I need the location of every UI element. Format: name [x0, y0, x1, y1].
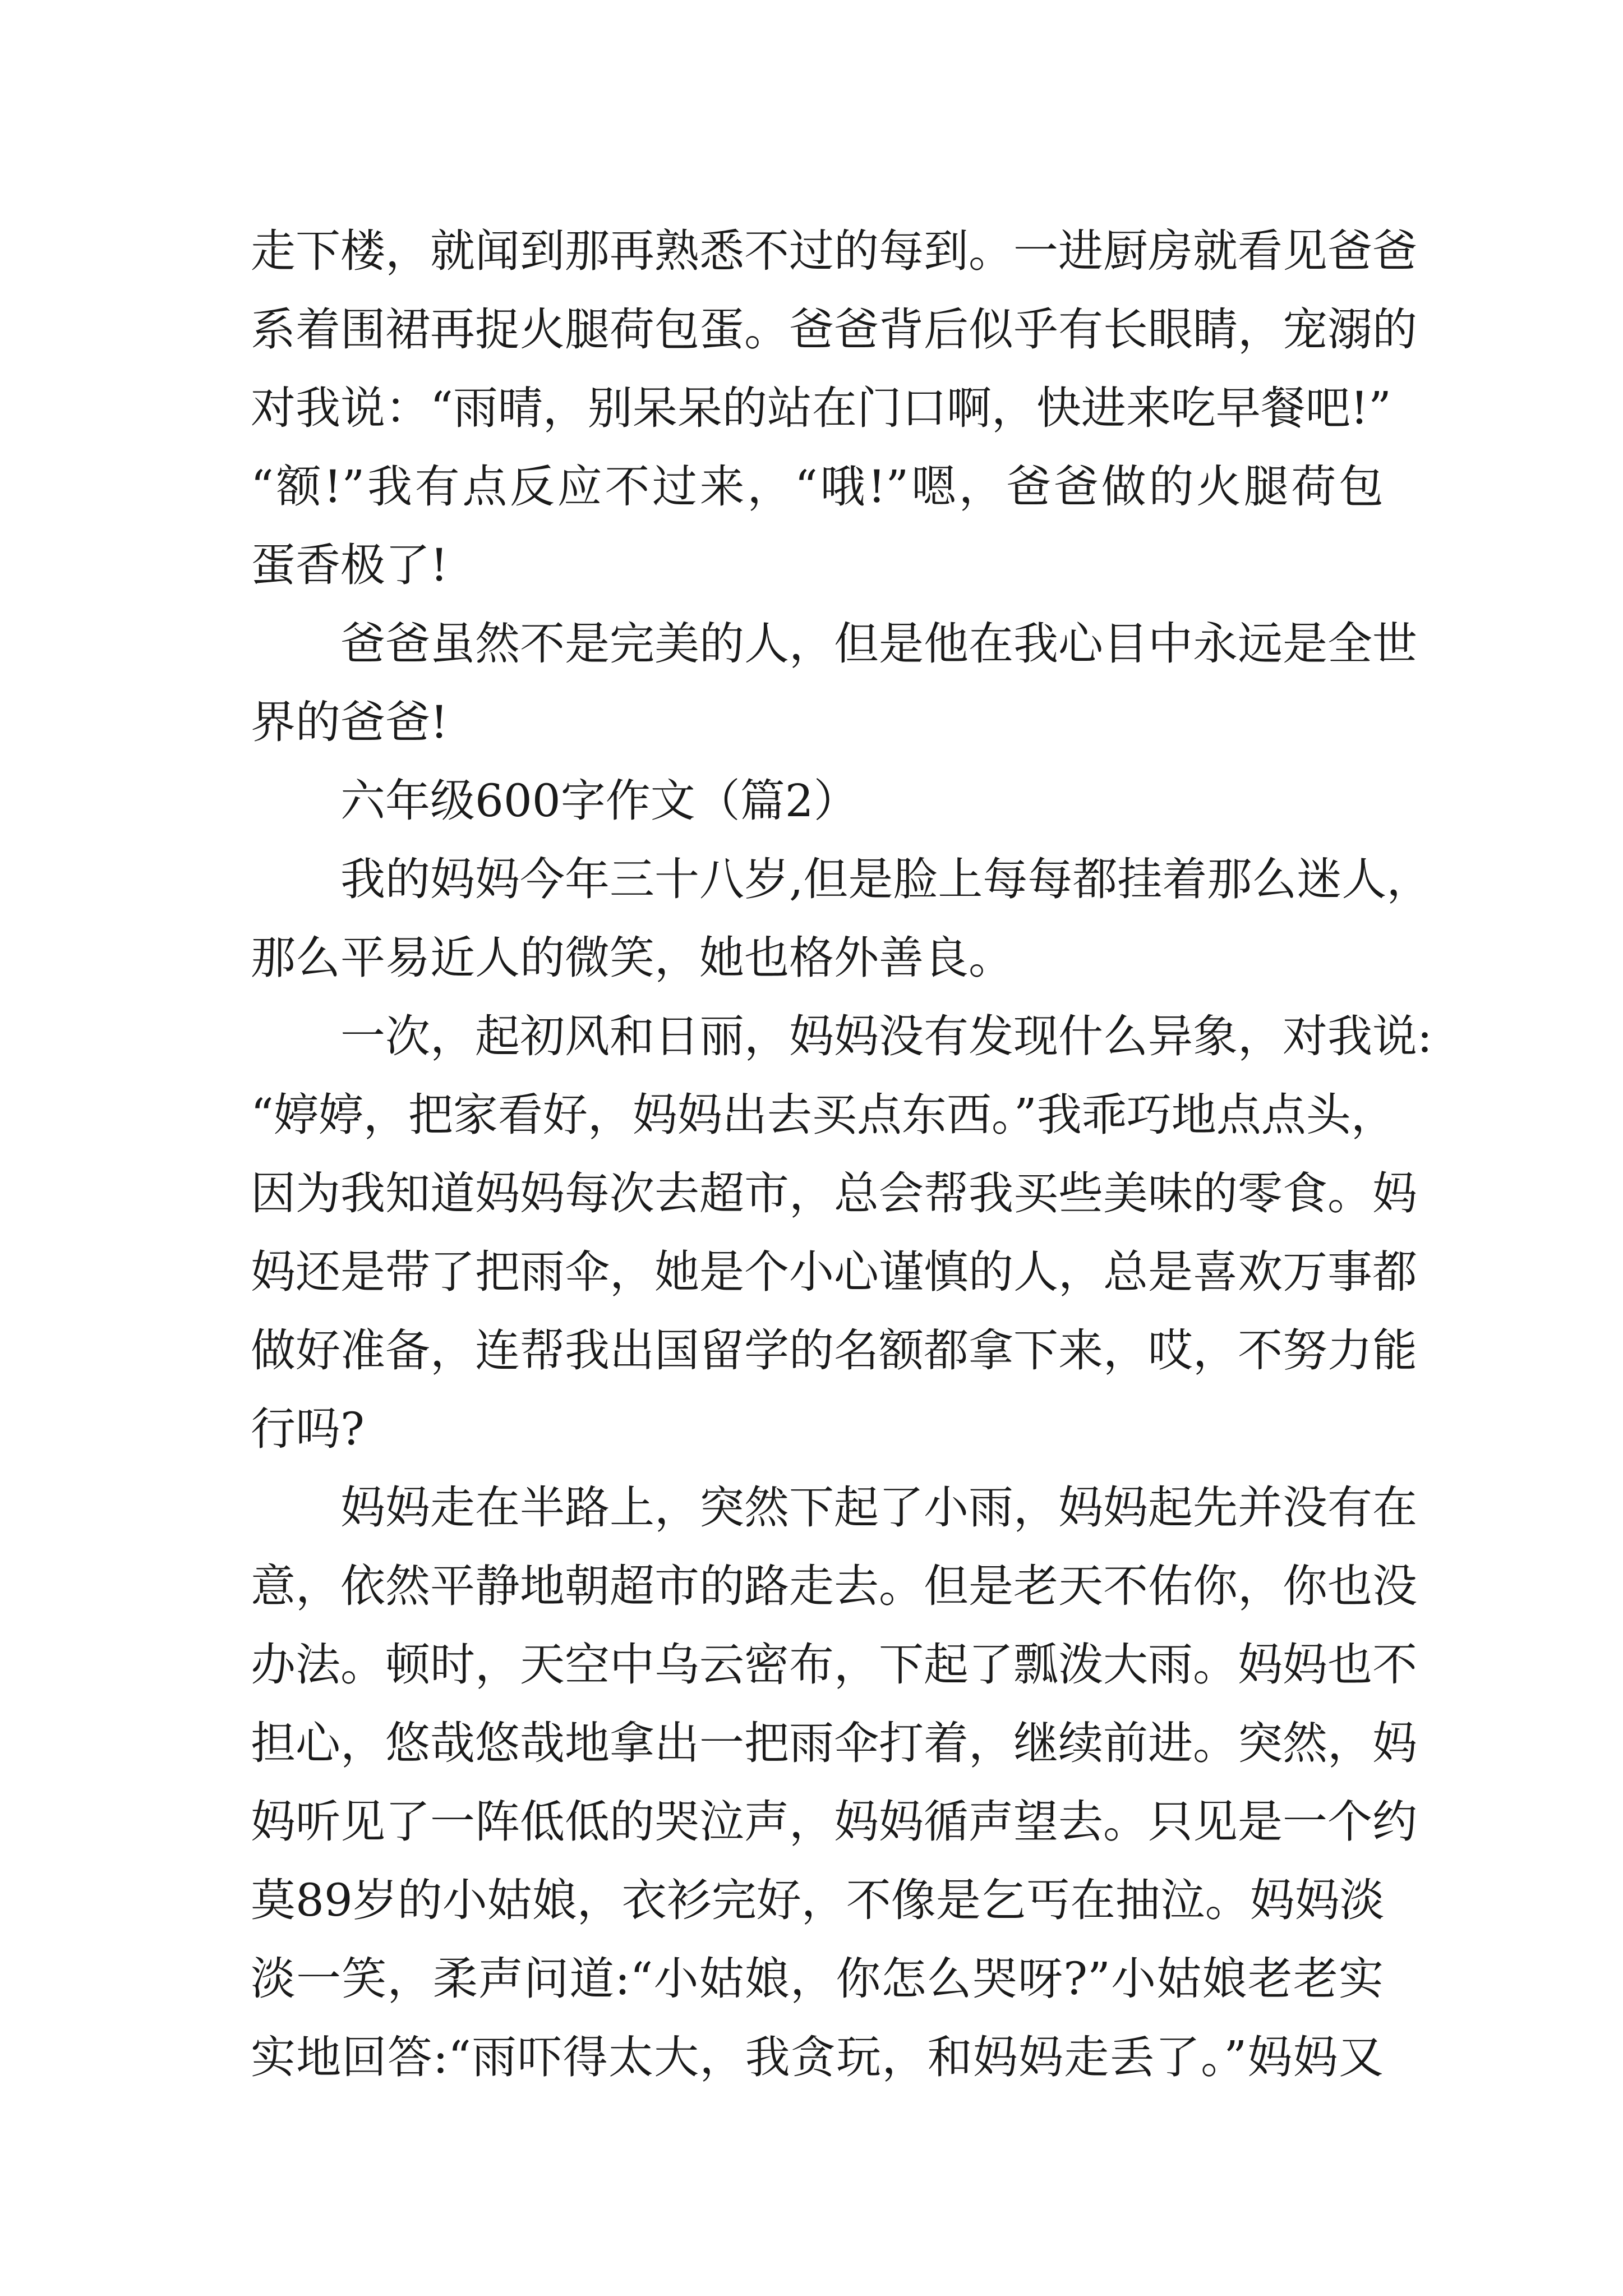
text-line: 我的妈妈今年三十八岁,但是脸上每每都挂着那么迷人， — [340, 853, 1432, 905]
text-line: “婷婷，把家看好，妈妈出去买点东西。”我乖巧地点点头， — [251, 1089, 1396, 1141]
text-line: 系着围裙再捉火腿荷包蛋。爸爸背后似乎有长眼睛，宠溺的 — [251, 303, 1417, 356]
text-line: 对我说：“雨晴，别呆呆的站在门口啊，快进来吃早餐吧!” — [251, 382, 1391, 434]
article-body — [251, 212, 1432, 2097]
text-line: 行吗? — [251, 1403, 365, 1455]
text-line: 走下楼，就闻到那再熟悉不过的每到。一进厨房就看见爸爸 — [251, 225, 1417, 277]
text-line: 一次，起初风和日丽，妈妈没有发现什么异象，对我说: — [340, 1010, 1432, 1062]
text-line: 实地回答:“雨吓得太大，我贪玩，和妈妈走丢了。”妈妈又 — [251, 2031, 1384, 2083]
text-line: “额!”我有点反应不过来，“哦!”嗯，爸爸做的火腿荷包 — [251, 461, 1384, 513]
text-line: 妈听见了一阵低低的哭泣声，妈妈循声望去。只见是一个约 — [251, 1796, 1417, 1848]
text-line: 妈还是带了把雨伞，她是个小心谨慎的人，总是喜欢万事都 — [251, 1246, 1417, 1298]
text-line: 妈妈走在半路上，突然下起了小雨，妈妈起先并没有在 — [340, 1481, 1417, 1534]
text-line: 做好准备，连帮我出国留学的名额都拿下来，哎，不努力能 — [251, 1324, 1417, 1377]
text-line: 担心，悠哉悠哉地拿出一把雨伞打着，继续前进。突然，妈 — [251, 1717, 1417, 1769]
section-heading: 六年级600字作文（篇2） — [340, 775, 859, 827]
text-line: 爸爸虽然不是完美的人，但是他在我心目中永远是全世 — [340, 618, 1417, 670]
text-line: 界的爸爸! — [251, 696, 449, 748]
text-line: 淡一笑，柔声问道:“小姑娘，你怎么哭呀?”小姑娘老老实 — [251, 1953, 1384, 2005]
text-line: 那么平易近人的微笑，她也格外善良。 — [251, 932, 1013, 984]
text-line: 莫89岁的小姑娘，衣衫完好，不像是乞丐在抽泣。妈妈淡 — [251, 1874, 1385, 1926]
text-line: 意，依然平静地朝超市的路走去。但是老天不佑你，你也没 — [251, 1560, 1417, 1612]
text-line: 蛋香极了! — [251, 539, 449, 591]
text-line: 办法。顿时，天空中乌云密布，下起了瓢泼大雨。妈妈也不 — [251, 1639, 1417, 1691]
text-line: 因为我知道妈妈每次去超市，总会帮我买些美味的零食。妈 — [251, 1167, 1417, 1220]
